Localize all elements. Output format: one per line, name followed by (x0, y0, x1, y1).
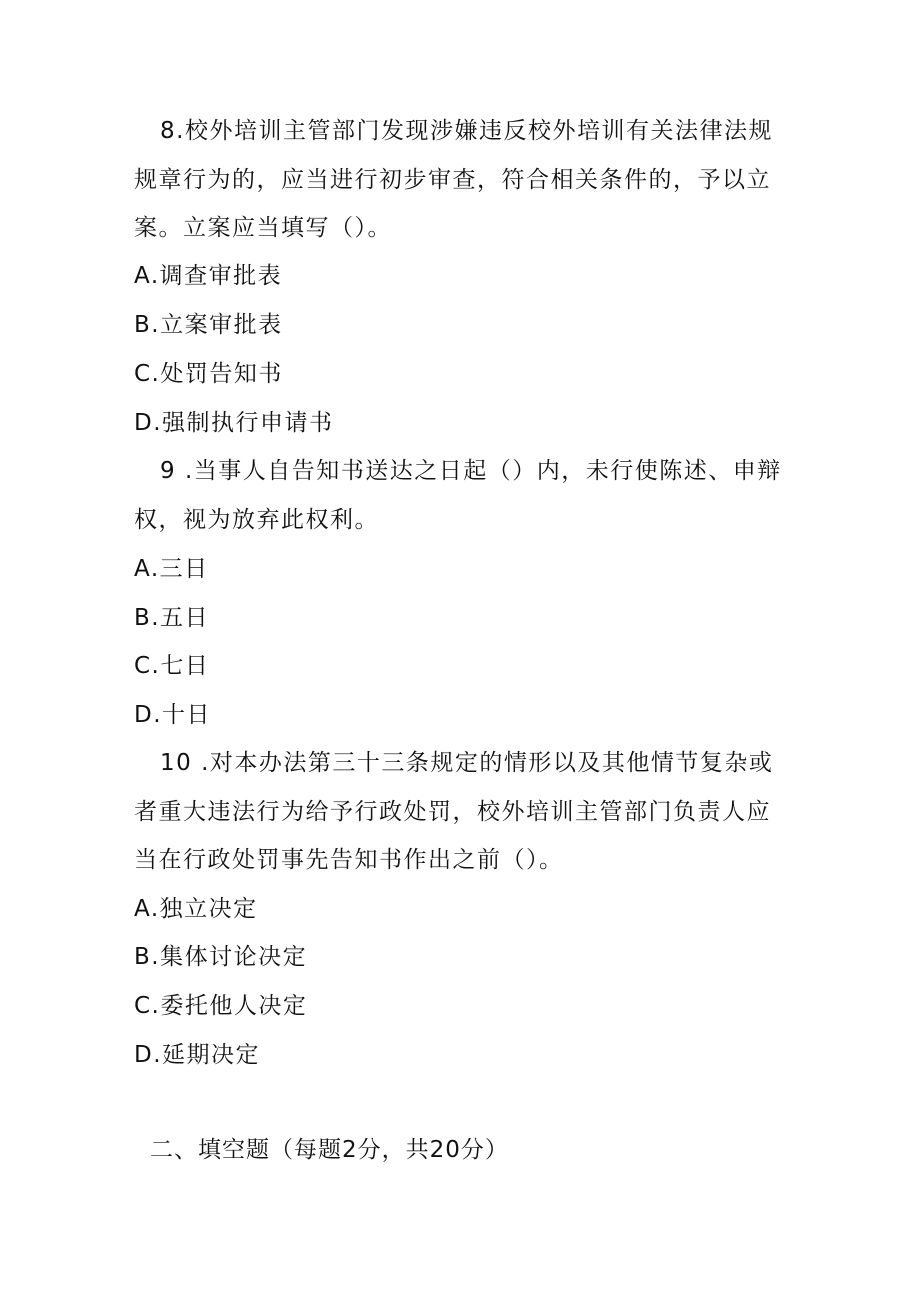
question-9-stem-line-1: 9 .当事人自告知书送达之日起（）内，未行使陈述、申辩 (160, 458, 782, 484)
question-9-option-d: D.十日 (134, 702, 212, 728)
question-10-stem-line-3: 当在行政处罚事先告知书作出之前（）。 (134, 847, 564, 873)
question-8-option-b: B.立案审批表 (134, 312, 283, 338)
question-10-option-c: C.委托他人决定 (134, 993, 308, 1019)
question-9-stem-line-2: 权，视为放弃此权利。 (134, 507, 379, 533)
question-10-stem-line-1: 10 .对本办法第三十三条规定的情形以及其他情节复杂或 (160, 750, 774, 776)
question-9-option-c: C.七日 (134, 653, 210, 679)
question-9-option-b: B.五日 (134, 605, 210, 631)
question-8-stem-line-2: 规章行为的，应当进行初步审查，符合相关条件的，予以立 (134, 167, 771, 193)
section-heading-fill-in-blank: 二、填空题（每题2分，共20分） (150, 1137, 509, 1163)
question-8-option-d: D.强制执行申请书 (134, 410, 334, 436)
question-8-option-c: C.处罚告知书 (134, 361, 283, 387)
question-8-stem-line-1: 8.校外培训主管部门发现涉嫌违反校外培训有关法律法规 (160, 118, 773, 144)
question-9-option-a: A.三日 (134, 556, 209, 582)
question-10-stem-line-2: 者重大违法行为给予行政处罚，校外培训主管部门负责人应 (134, 799, 771, 825)
question-8-stem-line-3: 案。立案应当填写（）。 (134, 215, 392, 241)
question-10-option-d: D.延期决定 (134, 1042, 261, 1068)
question-8-option-a: A.调查审批表 (134, 263, 283, 289)
question-10-option-a: A.独立决定 (134, 896, 258, 922)
question-10-option-b: B.集体讨论决定 (134, 944, 308, 970)
